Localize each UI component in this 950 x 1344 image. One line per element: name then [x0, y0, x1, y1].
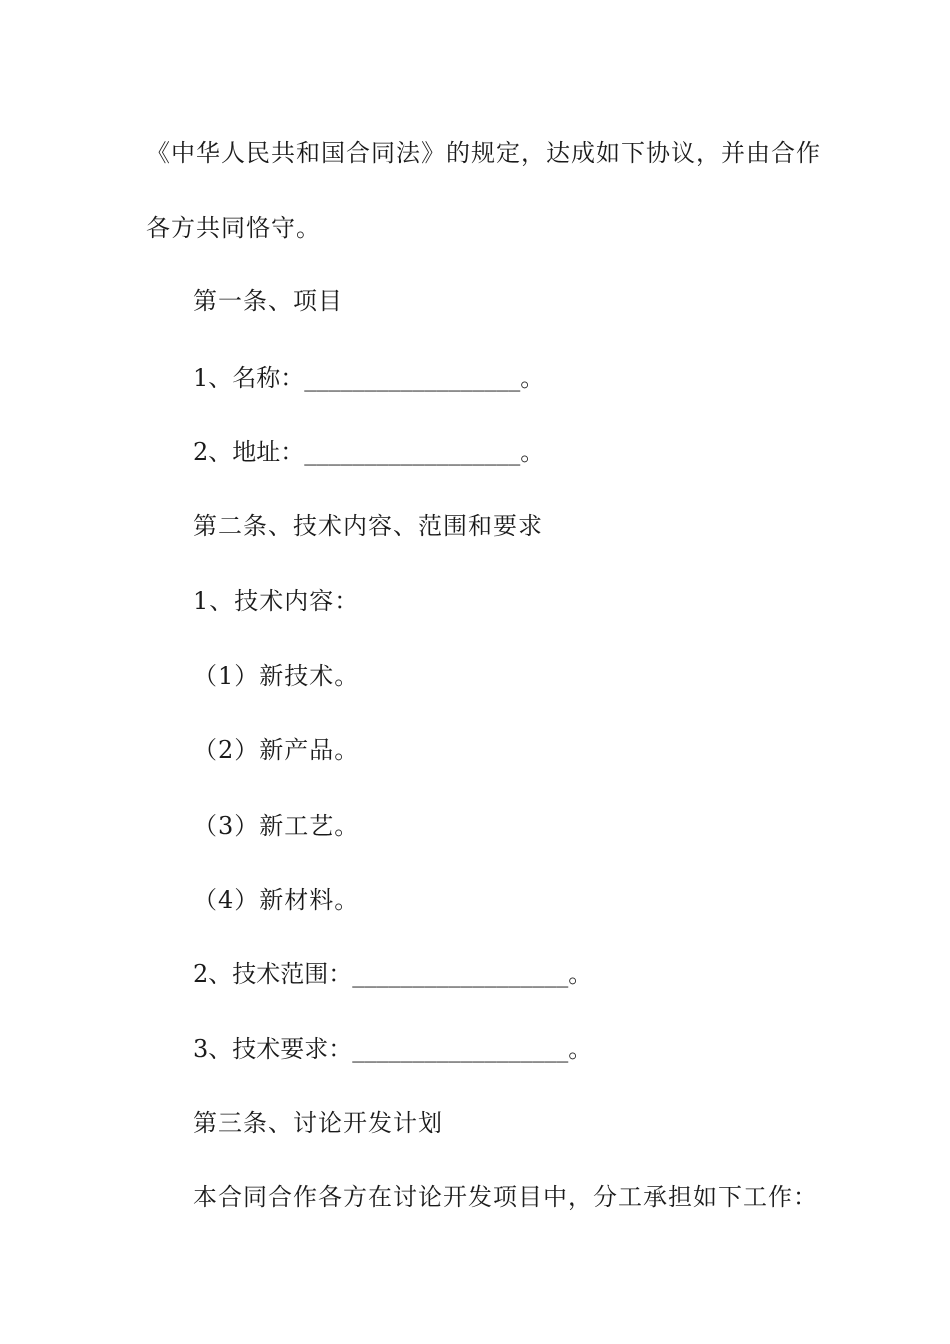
field-requirements-line: 3、技术要求：__________________。 — [193, 1035, 593, 1063]
section-heading-2: 第二条、技术内容、范围和要求 — [193, 512, 543, 540]
paragraph-line-work-division: 本合同合作各方在讨论开发项目中，分工承担如下工作： — [193, 1183, 818, 1211]
section-heading-3: 第三条、讨论开发计划 — [193, 1109, 443, 1137]
list-item-new-process: （3）新工艺。 — [193, 812, 360, 840]
list-item-new-technology: （1）新技术。 — [193, 662, 360, 690]
field-scope-line: 2、技术范围：__________________。 — [193, 960, 593, 988]
field-name-line: 1、名称：__________________。 — [193, 364, 545, 392]
list-item-new-material: （4）新材料。 — [193, 886, 360, 914]
list-item-new-product: （2）新产品。 — [193, 736, 360, 764]
technical-content-line: 1、技术内容： — [193, 587, 360, 615]
section-heading-1: 第一条、项目 — [193, 287, 343, 315]
field-address-line: 2、地址：__________________。 — [193, 438, 545, 466]
paragraph-line-2: 各方共同恪守。 — [146, 214, 321, 242]
paragraph-line-1: 《中华人民共和国合同法》的规定，达成如下协议，并由合作 — [146, 139, 821, 167]
